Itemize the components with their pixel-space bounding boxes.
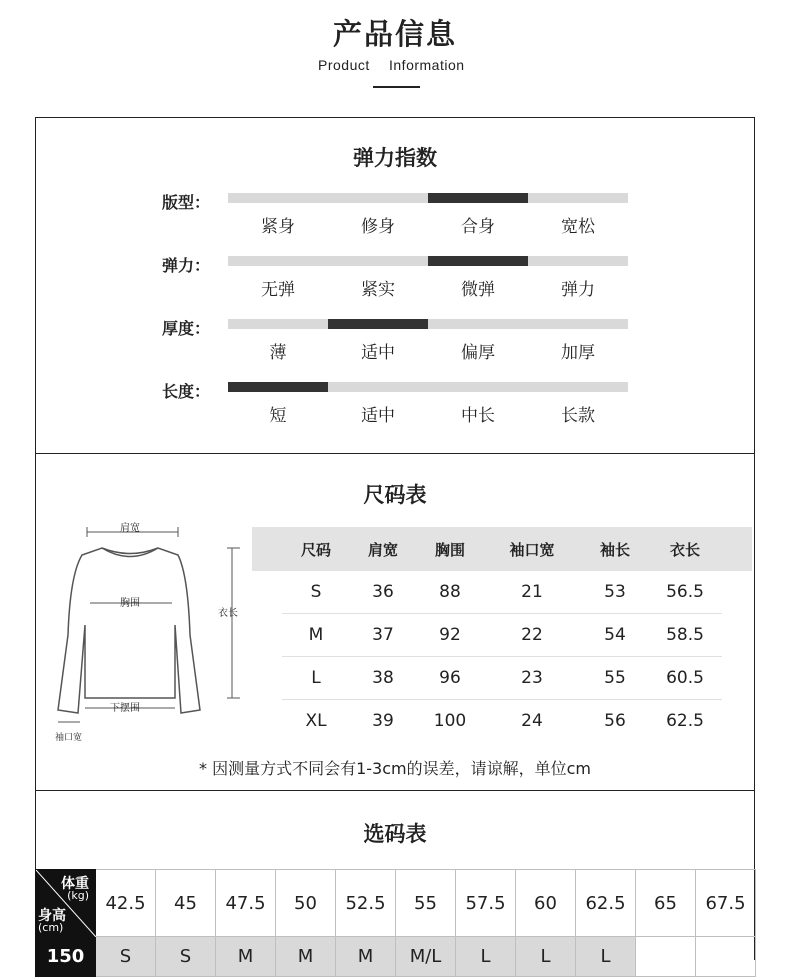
- size-table-row-divider: [282, 613, 722, 614]
- elasticity-bar-segment: [528, 193, 628, 203]
- selector-weight-header: 67.5: [696, 870, 756, 937]
- selector-height-cell: 150: [36, 937, 96, 977]
- elasticity-bar-segment: [428, 382, 528, 392]
- size-table-cell: L: [311, 668, 321, 688]
- elasticity-bar-segment: [228, 193, 328, 203]
- selector-size-cell: S: [156, 937, 216, 977]
- size-table-cell: 39: [372, 711, 394, 731]
- size-table-cell: 92: [439, 625, 461, 645]
- selector-size-cell: S: [96, 937, 156, 977]
- elasticity-option: 紧实: [361, 280, 395, 300]
- size-table-header: 袖口宽: [509, 541, 555, 559]
- selector-size-cell: [636, 937, 696, 977]
- size-table-cell: 54: [604, 625, 626, 645]
- size-table-row-divider: [282, 699, 722, 700]
- elasticity-bar-segment: [328, 256, 428, 266]
- elasticity-option: 短: [269, 406, 287, 426]
- selector-weight-header: 65: [636, 870, 696, 937]
- selector-size-cell: M: [276, 937, 336, 977]
- selector-size-cell: M: [336, 937, 396, 977]
- shoulder-label: 肩宽: [120, 523, 140, 534]
- title-underline: [373, 86, 420, 88]
- cuff-label: 袖口宽: [55, 733, 83, 743]
- selector-size-cell: L: [576, 937, 636, 977]
- size-table-cell: 56: [604, 711, 626, 731]
- elasticity-option: 微弹: [461, 280, 495, 300]
- elasticity-bar-segment: [428, 319, 528, 329]
- page-subtitle-right: Information: [389, 57, 465, 73]
- elasticity-bar-segment: [228, 256, 328, 266]
- size-table-header: 胸围: [434, 541, 465, 559]
- size-table-cell: 53: [604, 582, 626, 602]
- elasticity-row-label: 版型：: [162, 193, 211, 212]
- elasticity-row-label: 弹力：: [162, 256, 211, 275]
- selector-weight-header: 57.5: [456, 870, 516, 937]
- elasticity-bar-segment: [528, 256, 628, 266]
- selector-title: 选码表: [363, 822, 427, 846]
- selector-weight-header: 55: [396, 870, 456, 937]
- garment-diagram: [50, 515, 250, 745]
- selector-weight-header: 42.5: [96, 870, 156, 937]
- selector-size-cell: L: [516, 937, 576, 977]
- page-title: 产品信息: [332, 17, 457, 51]
- selector-grid: [35, 869, 756, 977]
- elasticity-bar-selected: [428, 256, 528, 266]
- elasticity-option: 长款: [561, 406, 595, 426]
- size-table-header: 袖长: [599, 541, 630, 559]
- elasticity-option: 薄: [269, 343, 287, 363]
- size-table-cell: 24: [521, 711, 543, 731]
- elasticity-bar-segment: [228, 319, 328, 329]
- size-table-cell: 21: [521, 582, 543, 602]
- size-table-header: 尺码: [300, 541, 331, 559]
- size-table-cell: 22: [521, 625, 543, 645]
- elasticity-option: 无弹: [261, 280, 295, 300]
- elasticity-bar-segment: [328, 193, 428, 203]
- size-table-cell: S: [310, 582, 322, 602]
- height-unit: (cm): [38, 921, 64, 934]
- size-table-cell: 55: [604, 668, 626, 688]
- size-table-cell: 23: [521, 668, 543, 688]
- elasticity-option: 中长: [461, 406, 495, 426]
- size-table-header: 肩宽: [367, 541, 398, 559]
- selector-size-cell: M/L: [396, 937, 456, 977]
- size-chart-title: 尺码表: [363, 483, 427, 507]
- elasticity-bar-selected: [428, 193, 528, 203]
- selector-weight-header: 47.5: [216, 870, 276, 937]
- elasticity-bar-segment: [528, 382, 628, 392]
- elasticity-option: 适中: [361, 406, 395, 426]
- elasticity-option: 紧身: [261, 217, 295, 237]
- elasticity-bar-segment: [528, 319, 628, 329]
- size-table-cell: 36: [372, 582, 394, 602]
- size-table-cell: 56.5: [666, 582, 704, 602]
- height-label: 身高: [38, 908, 66, 924]
- page-subtitle-left: Product: [318, 57, 370, 73]
- size-note: * 因测量方式不同会有1-3cm的误差，请谅解，单位cm: [199, 759, 591, 778]
- length-label: 衣长: [218, 608, 238, 619]
- selector-size-cell: [696, 937, 756, 977]
- sweater-collar: [102, 548, 158, 557]
- size-table-cell: M: [308, 625, 324, 645]
- elasticity-option: 宽松: [561, 217, 595, 237]
- selector-size-cell: L: [456, 937, 516, 977]
- selector-weight-header: 62.5: [576, 870, 636, 937]
- selector-weight-header: 52.5: [336, 870, 396, 937]
- size-table-cell: 60.5: [666, 668, 704, 688]
- elasticity-title: 弹力指数: [353, 146, 437, 170]
- elasticity-bar-selected: [328, 319, 428, 329]
- selector-weight-header: 60: [516, 870, 576, 937]
- hem-label: 下摆围: [110, 703, 140, 714]
- selector-weight-header: 50: [276, 870, 336, 937]
- selector-weight-header: 45: [156, 870, 216, 937]
- elasticity-bar-segment: [328, 382, 428, 392]
- size-table-cell: 100: [433, 711, 467, 731]
- chest-label: 胸围: [120, 598, 140, 609]
- size-table-cell: 58.5: [666, 625, 704, 645]
- size-table-header: 衣长: [669, 541, 700, 559]
- elasticity-option: 弹力: [561, 280, 595, 300]
- selector-corner-cell: [36, 870, 96, 937]
- elasticity-option: 适中: [361, 343, 395, 363]
- size-table-cell: 38: [372, 668, 394, 688]
- size-table-cell: XL: [305, 711, 327, 731]
- elasticity-option: 加厚: [561, 343, 595, 363]
- selector-size-cell: M: [216, 937, 276, 977]
- weight-unit: (kg): [67, 889, 89, 902]
- size-table-cell: 96: [439, 668, 461, 688]
- size-table-row-divider: [282, 656, 722, 657]
- elasticity-bar-selected: [228, 382, 328, 392]
- size-table-cell: 37: [372, 625, 394, 645]
- weight-label: 体重: [61, 876, 89, 892]
- size-table-cell: 62.5: [666, 711, 704, 731]
- elasticity-option: 合身: [461, 217, 495, 237]
- elasticity-option: 偏厚: [461, 343, 495, 363]
- elasticity-option: 修身: [361, 217, 395, 237]
- elasticity-row-label: 厚度：: [162, 319, 211, 338]
- elasticity-row-label: 长度：: [162, 382, 211, 401]
- sweater-outline: [58, 548, 200, 713]
- size-table-cell: 88: [439, 582, 461, 602]
